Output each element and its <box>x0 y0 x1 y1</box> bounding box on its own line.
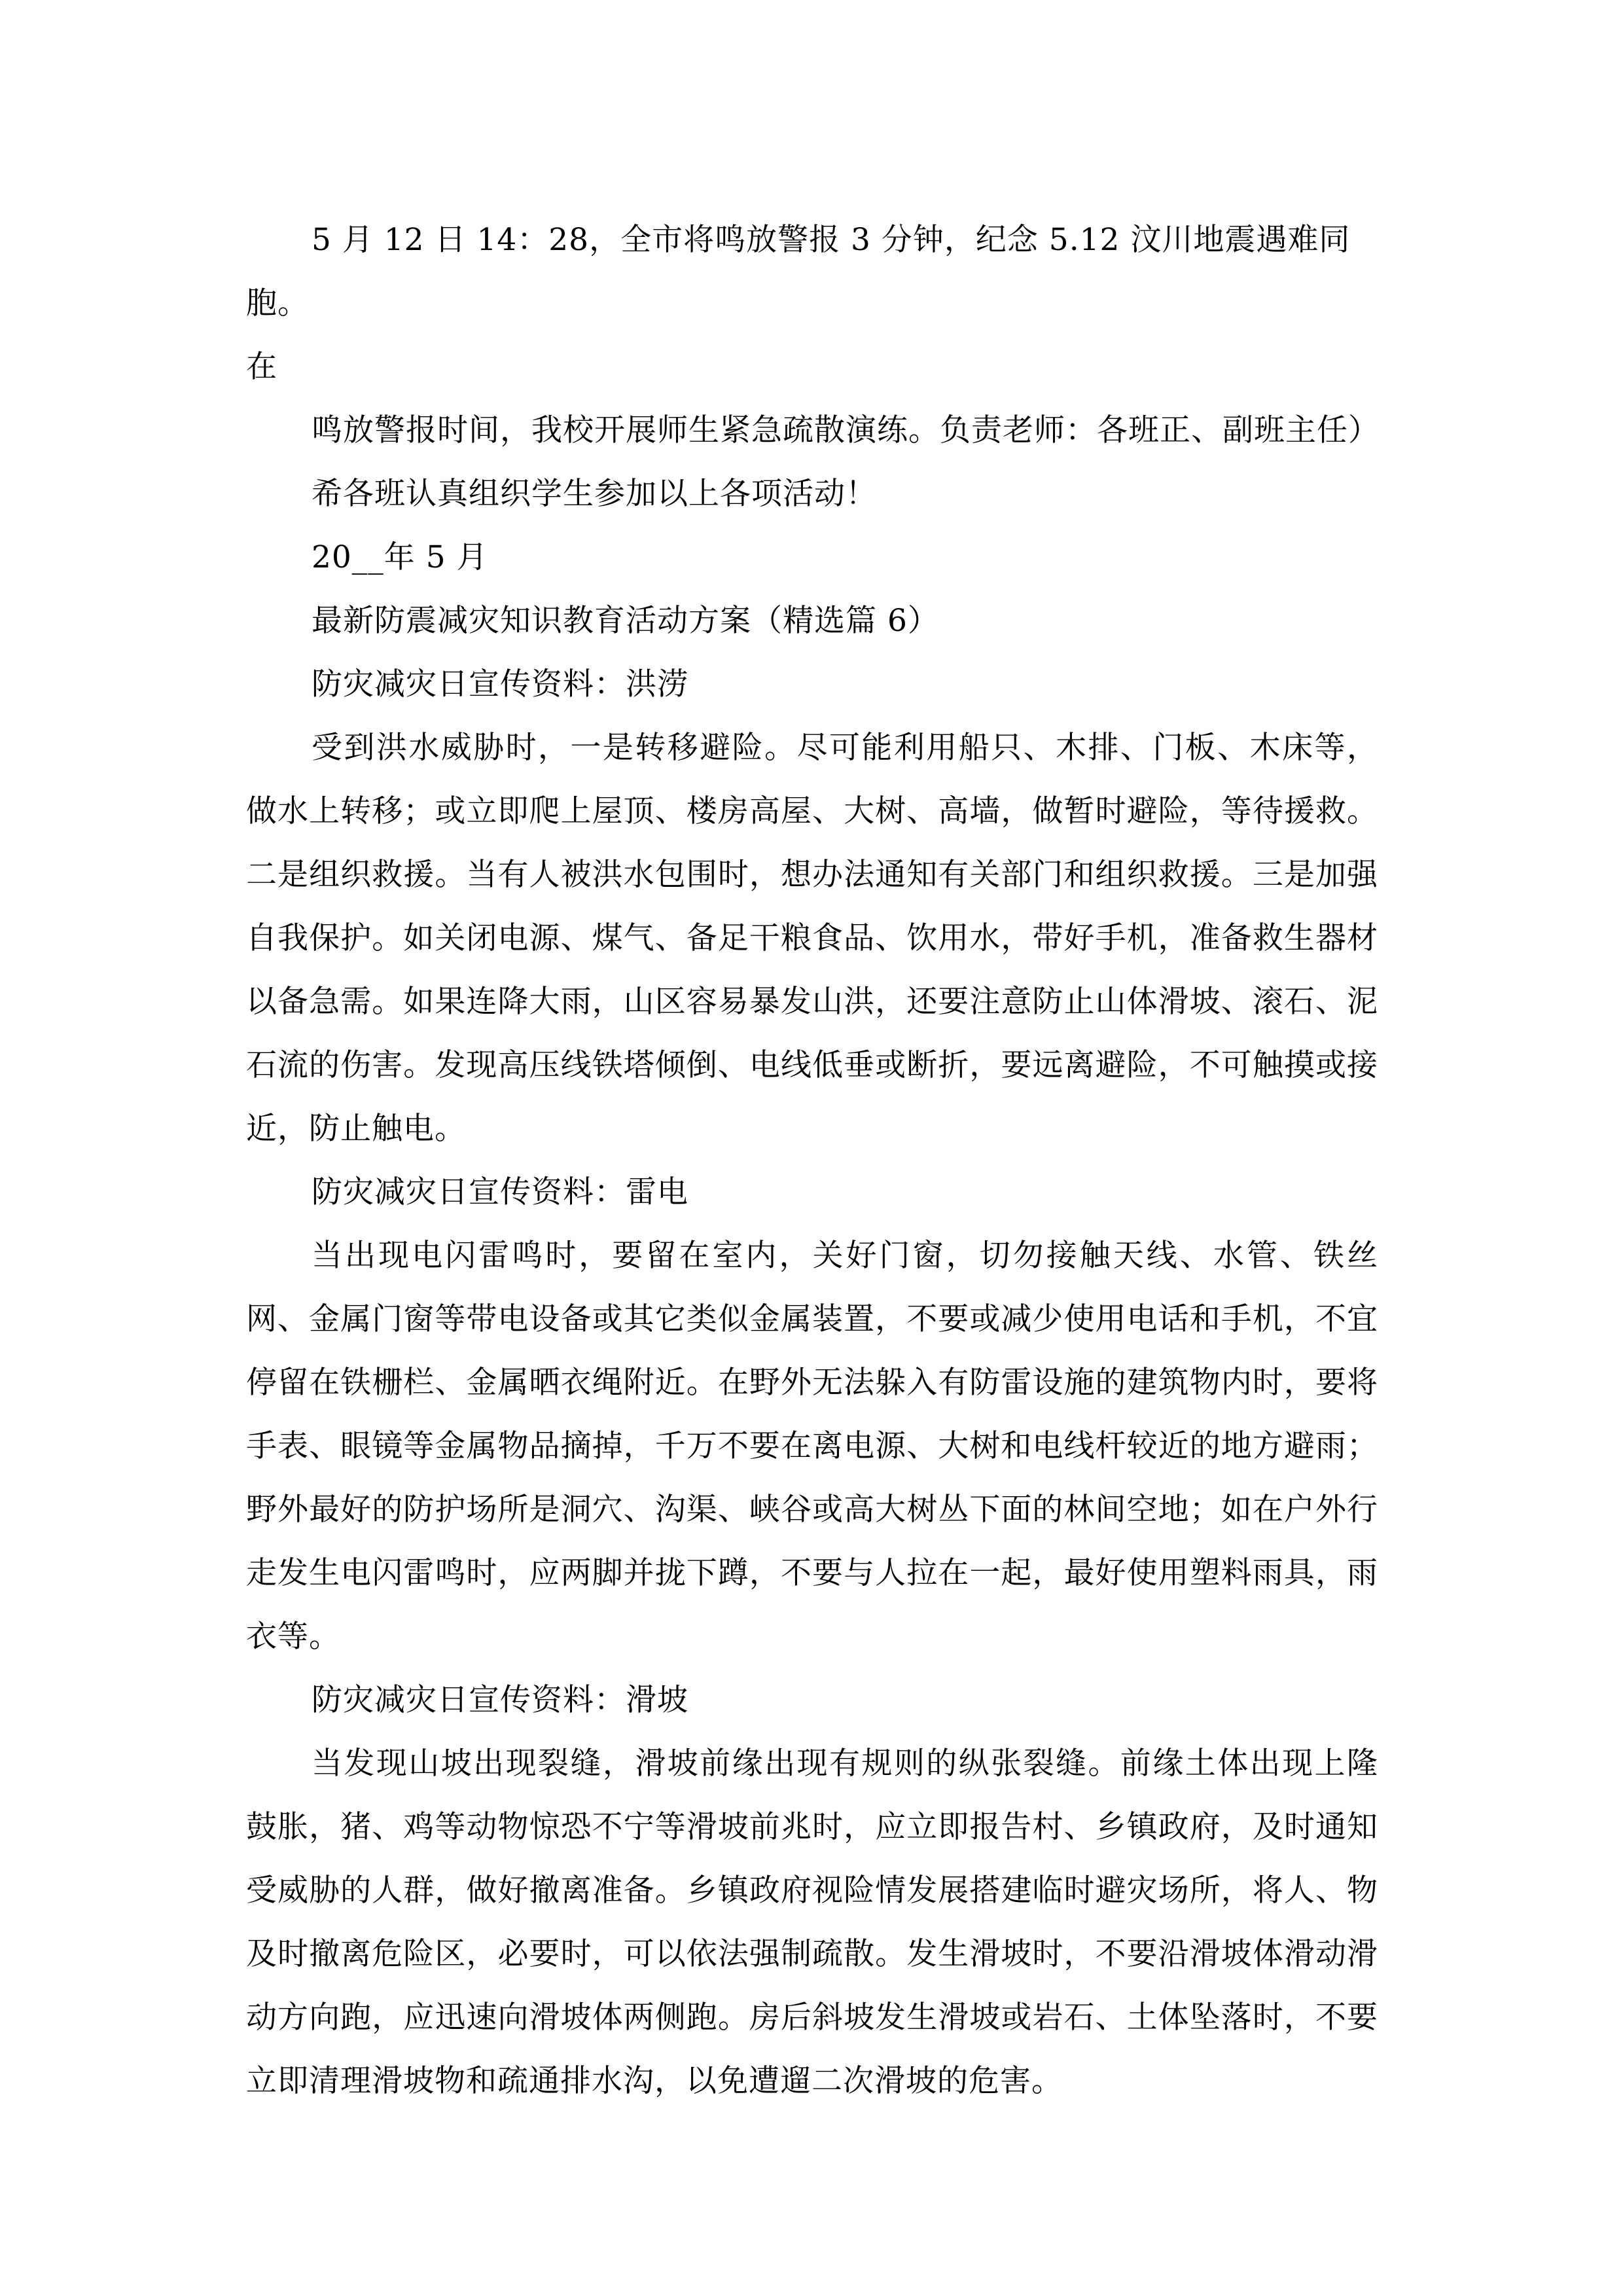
drill-line: 鸣放警报时间，我校开展师生紧急疏散演练。负责老师：各班正、副班主任） <box>312 412 1380 448</box>
flood-paragraph: 受到洪水威胁时，一是转移避险。尽可能利用船只、木排、门板、木床等，做水上转移；或立即爬上屋顶、楼房高屋、大树、高墙，做暂时避险，等待援救。二是组织救援。当有人被洪水包围时，想办法通知有关部门和组织救援。三是加强自我保护。如关闭电源、煤气、备足干粮食品、饮用水，带好手机，准备救生器材以备急需。如果连降大雨，山区容易暴发山洪，还要注意防止山体滑坡、滚石、泥石流的伤害。发现高压线铁塔倾倒、电线低垂或断折，要远离避险，不可触摸或接近，防止触电。 <box>246 730 1378 1147</box>
lightning-paragraph: 当出现电闪雷鸣时，要留在室内，关好门窗，切勿接触天线、水管、铁丝网、金属门窗等带电设备或其它类似金属装置，不要或减少使用电话和手机，不宜停留在铁栅栏、金属晒衣绳附近。在野外无法躲入有防雷设施的建筑物内时，要将手表、眼镜等金属物品摘掉，千万不要在离电源、大树和电线杆较近的地方避雨；野外最好的防护场所是洞穴、沟渠、峡谷或高大树丛下面的林间空地；如在户外行走发生电闪雷鸣时，应两脚并拢下蹲，不要与人拉在一起，最好使用塑料雨具，雨衣等。 <box>246 1238 1378 1655</box>
flood-heading: 防灾减灾日宣传资料：洪涝 <box>312 666 688 702</box>
landslide-paragraph: 当发现山坡出现裂缝，滑坡前缘出现有规则的纵张裂缝。前缘土体出现上隆鼓胀，猪、鸡等动物惊恐不宁等滑坡前兆时，应立即报告村、乡镇政府，及时通知受威胁的人群，做好撤离准备。乡镇政府视险情发展搭建临时避灾场所，将人、物及时撤离危险区，必要时，可以依法强制疏散。发生滑坡时，不要沿滑坡体滑动滑动方向跑，应迅速向滑坡体两侧跑。房后斜坡发生滑坡或岩石、土体坠落时，不要立即清理滑坡物和疏通排水沟，以免遭遛二次滑坡的危害。 <box>246 1746 1378 2099</box>
document-body <box>246 208 1378 2113</box>
alarm-paragraph <box>246 208 1378 399</box>
lightning-heading: 防灾减灾日宣传资料：雷电 <box>312 1174 688 1210</box>
section-title: 最新防震减灾知识教育活动方案（精选篇 6） <box>312 603 939 639</box>
hope-line: 希各班认真组织学生参加以上各项活动！ <box>312 476 877 512</box>
alarm-line: 5 月 12 日 14：28，全市将鸣放警报 3 分钟，纪念 5.12 汶川地震遇难同胞。 <box>246 222 1351 321</box>
landslide-heading: 防灾减灾日宣传资料：滑坡 <box>312 1682 688 1718</box>
alarm-line-continued: 在 <box>246 349 277 385</box>
date-line: 20__年 5 月 <box>312 539 488 575</box>
